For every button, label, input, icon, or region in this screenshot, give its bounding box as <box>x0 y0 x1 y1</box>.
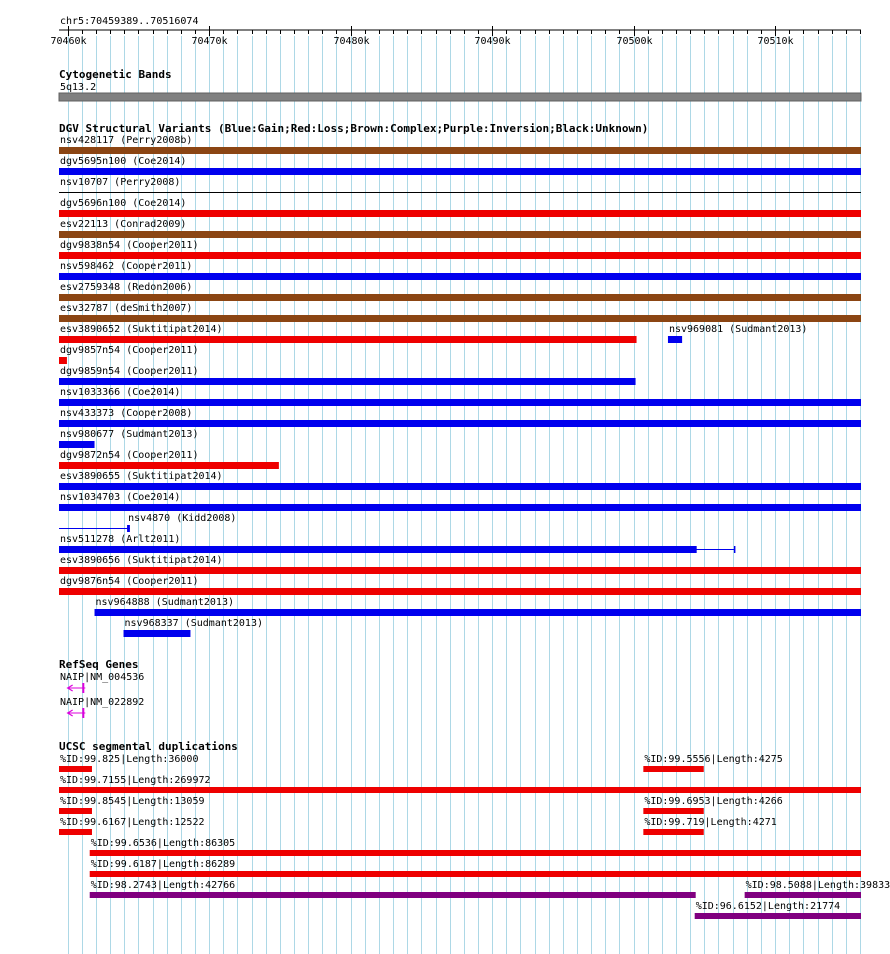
dgv-feature-bar <box>59 399 861 406</box>
refseq-gene-label: NAIP|NM_022892 <box>60 697 145 708</box>
dgv-feature-label: dgv9876n54 (Cooper2011) <box>60 576 199 587</box>
dgv-feature[interactable] <box>59 492 861 511</box>
dgv-feature-label: esv3890652 (Suktitipat2014) <box>60 324 223 335</box>
dgv-feature-label: nsv1034703 (Coe2014) <box>60 492 181 503</box>
dgv-feature-bar <box>59 273 861 280</box>
cyto-band-label: 5q13.2 <box>60 82 97 93</box>
dgv-feature[interactable] <box>59 240 861 259</box>
dgv-feature[interactable] <box>59 156 861 175</box>
segdup-feature-label: %ID:99.7155|Length:269972 <box>60 775 211 786</box>
segdup-feature[interactable] <box>90 838 861 856</box>
dgv-feature[interactable] <box>59 198 861 217</box>
segdup-feature-label: %ID:99.719|Length:4271 <box>644 817 777 828</box>
segdup-feature-label: %ID:98.2743|Length:42766 <box>90 880 236 891</box>
ruler-tick-label: 70480k <box>333 36 370 47</box>
dgv-feature-label: nsv1033366 (Coe2014) <box>60 387 181 398</box>
dgv-feature[interactable] <box>59 177 861 193</box>
dgv-feature-label: dgv5695n100 (Coe2014) <box>60 156 187 167</box>
segdup-feature[interactable] <box>59 796 205 814</box>
dgv-feature-bar <box>59 462 279 469</box>
ruler-tick-label: 70500k <box>616 36 653 47</box>
dgv-feature-bar <box>95 609 861 616</box>
refseq-gene[interactable] <box>60 672 144 693</box>
dgv-feature[interactable] <box>59 282 861 301</box>
dgv-feature-bar <box>59 504 861 511</box>
dgv-feature-bar <box>59 210 861 217</box>
dgv-feature-label: esv3890656 (Suktitipat2014) <box>60 555 223 566</box>
segdup-track-title: UCSC segmental duplications <box>59 740 238 753</box>
dgv-feature-label: nsv428117 (Perry2008b) <box>60 135 193 146</box>
refseq-genes-track <box>59 658 144 718</box>
gene-exon <box>82 708 84 718</box>
region-label: chr5:70459389..70516074 <box>60 16 199 27</box>
gene-exon <box>82 683 84 693</box>
dgv-feature-label: nsv980677 (Sudmant2013) <box>60 429 199 440</box>
dgv-feature-bar <box>59 441 95 448</box>
dgv-feature[interactable] <box>668 324 807 343</box>
ruler-tick-label: 70470k <box>191 36 228 47</box>
dgv-feature-label: nsv10707 (Perry2008) <box>60 177 181 188</box>
dgv-feature[interactable] <box>59 471 861 490</box>
dgv-feature-bar <box>59 294 861 301</box>
dgv-feature-label: dgv9838n54 (Cooper2011) <box>60 240 199 251</box>
dgv-feature[interactable] <box>59 429 198 448</box>
segdup-feature[interactable] <box>59 775 861 793</box>
dgv-feature-bar <box>59 231 861 238</box>
dgv-feature-label: nsv4870 (Kidd2008) <box>128 513 237 524</box>
dgv-feature[interactable] <box>59 408 861 427</box>
dgv-feature-bar <box>124 630 191 637</box>
dgv-feature-bar <box>59 147 861 154</box>
segdup-feature-label: %ID:99.8545|Length:13059 <box>60 796 205 807</box>
segdup-feature-label: %ID:99.6187|Length:86289 <box>90 859 236 870</box>
dgv-track-title: DGV Structural Variants (Blue:Gain;Red:Loss;Brown:Complex;Purple:Inversion;Black:Unknown) <box>59 122 649 135</box>
segdup-feature-label: %ID:99.6536|Length:86305 <box>90 838 236 849</box>
segdup-feature-bar <box>59 787 861 793</box>
dgv-feature-bar <box>59 336 637 343</box>
dgv-feature[interactable] <box>59 303 861 322</box>
dgv-feature[interactable] <box>59 219 861 238</box>
dgv-feature-bar <box>127 525 130 532</box>
segdup-feature[interactable] <box>643 817 776 835</box>
dgv-feature-bar <box>59 357 67 364</box>
ruler-tick-label: 70510k <box>757 36 794 47</box>
segdup-feature-bar <box>90 892 696 898</box>
dgv-feature-bar <box>59 168 861 175</box>
dgv-feature-bar <box>59 315 861 322</box>
dgv-feature-label: nsv433373 (Cooper2008) <box>60 408 193 419</box>
dgv-feature-label: nsv964888 (Sudmant2013) <box>95 597 235 608</box>
dgv-feature[interactable] <box>95 597 861 616</box>
ruler-ticks <box>50 26 860 47</box>
dgv-feature-label: nsv969081 (Sudmant2013) <box>668 324 808 335</box>
dgv-feature-label: dgv5696n100 (Coe2014) <box>60 198 187 209</box>
dgv-feature[interactable] <box>59 345 198 364</box>
dgv-feature[interactable] <box>124 618 263 637</box>
dgv-feature-label: nsv511278 (Arlt2011) <box>60 534 181 545</box>
segdup-feature-bar <box>643 829 703 835</box>
segdup-feature-bar <box>90 850 861 856</box>
segdup-feature[interactable] <box>695 901 861 919</box>
segdup-feature-bar <box>643 766 703 772</box>
dgv-feature-label: dgv9859n54 (Cooper2011) <box>60 366 199 377</box>
dgv-feature-label: nsv968337 (Sudmant2013) <box>124 618 264 629</box>
segdup-feature-label: %ID:99.6167|Length:12522 <box>60 817 205 828</box>
refseq-features <box>60 672 144 718</box>
dgv-feature-label: nsv598462 (Cooper2011) <box>60 261 193 272</box>
segdup-feature-bar <box>90 871 861 877</box>
dgv-feature[interactable] <box>59 450 279 469</box>
segdup-feature[interactable] <box>90 880 696 898</box>
dgv-feature-label: esv22113 (Conrad2009) <box>60 219 187 230</box>
segdup-feature-label: %ID:99.6953|Length:4266 <box>644 796 783 807</box>
cyto-band[interactable] <box>59 93 861 101</box>
segdup-feature-bar <box>59 808 92 814</box>
segdup-feature-label: %ID:98.5088|Length:39833 <box>745 880 890 891</box>
dgv-feature-label: dgv9872n54 (Cooper2011) <box>60 450 199 461</box>
dgv-feature-label: esv2759348 (Redon2006) <box>60 282 193 293</box>
dgv-feature-label: esv32787 (deSmith2007) <box>60 303 193 314</box>
segdup-features <box>59 754 890 919</box>
dgv-feature-label: esv3890655 (Suktitipat2014) <box>60 471 223 482</box>
dgv-features <box>59 135 861 637</box>
segdup-feature-label: %ID:99.825|Length:36000 <box>60 754 199 765</box>
dgv-feature-bar <box>668 336 682 343</box>
refseq-gene-label: NAIP|NM_004536 <box>60 672 145 683</box>
refseq-track-title: RefSeq Genes <box>59 658 139 671</box>
dgv-feature-bar <box>59 252 861 259</box>
segdup-feature[interactable] <box>745 880 890 898</box>
segdup-feature[interactable] <box>59 754 198 772</box>
dgv-feature[interactable] <box>59 576 861 595</box>
dgv-feature[interactable] <box>59 261 861 280</box>
dgv-feature-label: dgv9857n54 (Cooper2011) <box>60 345 199 356</box>
segdup-feature-label: %ID:96.6152|Length:21774 <box>695 901 841 912</box>
segdup-feature-bar <box>695 913 861 919</box>
dgv-feature-bar <box>59 567 861 574</box>
dgv-feature[interactable] <box>59 534 735 553</box>
coordinate-ruler[interactable] <box>50 16 861 47</box>
ruler-tick-label: 70460k <box>50 36 87 47</box>
dgv-feature[interactable] <box>59 135 861 154</box>
cyto-track-title: Cytogenetic Bands <box>59 68 172 81</box>
segdup-feature-label: %ID:99.5556|Length:4275 <box>644 754 783 765</box>
cytogenetic-bands-track <box>59 68 861 101</box>
refseq-gene[interactable] <box>60 697 144 718</box>
ruler-tick-label: 70490k <box>474 36 511 47</box>
dgv-feature-bar <box>59 588 861 595</box>
dgv-feature[interactable] <box>59 387 861 406</box>
dgv-structural-variants-track <box>59 122 861 637</box>
segmental-duplications-track <box>59 740 890 919</box>
segdup-feature[interactable] <box>59 817 205 835</box>
dgv-feature-bar <box>59 483 861 490</box>
dgv-feature-bar <box>59 378 636 385</box>
dgv-feature-bar <box>59 420 861 427</box>
segdup-feature[interactable] <box>90 859 861 877</box>
dgv-feature-bar <box>59 546 697 553</box>
segdup-feature-bar <box>59 829 92 835</box>
dgv-feature[interactable] <box>59 555 861 574</box>
segdup-feature-bar <box>59 766 92 772</box>
segdup-feature-bar <box>643 808 703 814</box>
segdup-feature-bar <box>745 892 861 898</box>
